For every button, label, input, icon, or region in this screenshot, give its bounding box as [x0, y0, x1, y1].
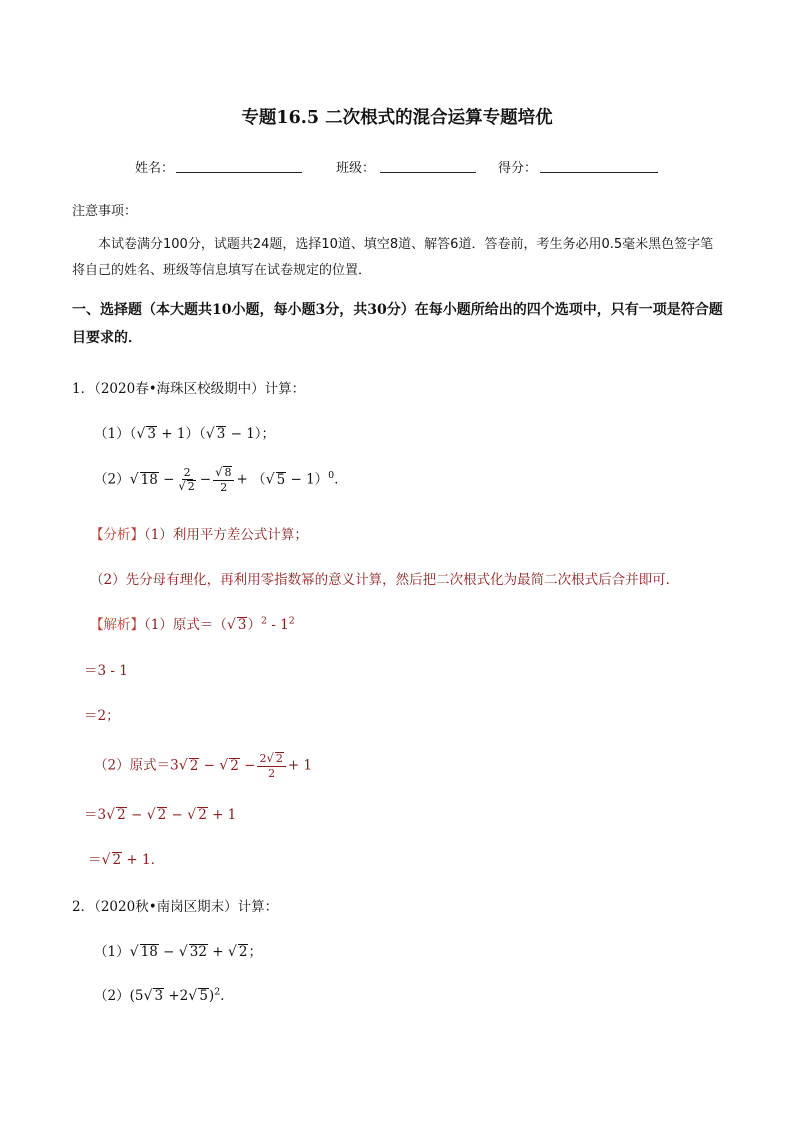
notes-text: 本试卷满分100分，试题共24题，选择10道、填空8道、解答6道．答卷前，考生务必用0.5毫米黑色签字笔将自己的姓名、班级等信息填写在试卷规定的位置． [72, 237, 714, 278]
score-blank[interactable] [540, 172, 658, 173]
analysis-text-1: （1）利用平方差公式计算； [144, 527, 308, 543]
q2-part1: （1）√ 18 − √ 32 + √ 2； [94, 944, 262, 960]
q2-part2: （2）(5√ 3 +2√ 5)$^2$． [94, 986, 234, 1004]
solution-tag: 【解析】 [90, 617, 144, 633]
class-label: 班级： [336, 161, 376, 176]
name-label: 姓名： [135, 161, 175, 176]
page-title: 专题16.5 二次根式的混合运算专题培优 [241, 108, 553, 128]
q1-solution-4: （2）原式＝3√ 2 − √ 2 − $\frac{2√ 2}{2}$ + 1 [94, 751, 313, 780]
q1-solution-2: ＝3 - 1 [84, 663, 128, 679]
q1-part2: （2）√ 18 − $\frac{2}{√ 2}$ − $\frac{√ 8}{2}$ + （√ 5 − 1）$^0$． [94, 465, 348, 494]
analysis-tag: 【分析】 [90, 527, 144, 543]
class-blank[interactable] [380, 172, 476, 173]
score-label: 得分： [498, 161, 538, 176]
q1-analysis-1 [90, 523, 308, 543]
q1-solution-5: ＝3√ 2 − √ 2 − √ 2 + 1 [84, 807, 237, 823]
q2-header: 2．（2020秋•南岗区期末）计算： [72, 899, 279, 915]
q1-solution-6: ＝√ 2 + 1． [88, 852, 165, 868]
q1-part1: （1）（√ 3 + 1）（√ 3 − 1）； [94, 426, 276, 442]
notes-heading: 注意事项： [72, 204, 138, 219]
q1-header: 1．（2020春•海珠区校级期中）计算： [72, 381, 306, 397]
q1-analysis-2: （2）先分母有理化，再利用零指数幂的意义计算，然后把二次根式化为最简二次根式后合并即可． [90, 572, 680, 588]
name-blank[interactable] [176, 172, 302, 173]
section-heading: 一、选择题（本大题共10小题，每小题3分，共30分）在每小题所给出的四个选项中，只有一项是符合题目要求的． [72, 302, 723, 346]
student-info-row [0, 157, 794, 179]
q1-solution-3: ＝2； [84, 708, 120, 724]
q1-solution-1: 【解析】（1）原式＝（√ $3)^2 - 1^2$ [90, 615, 295, 633]
